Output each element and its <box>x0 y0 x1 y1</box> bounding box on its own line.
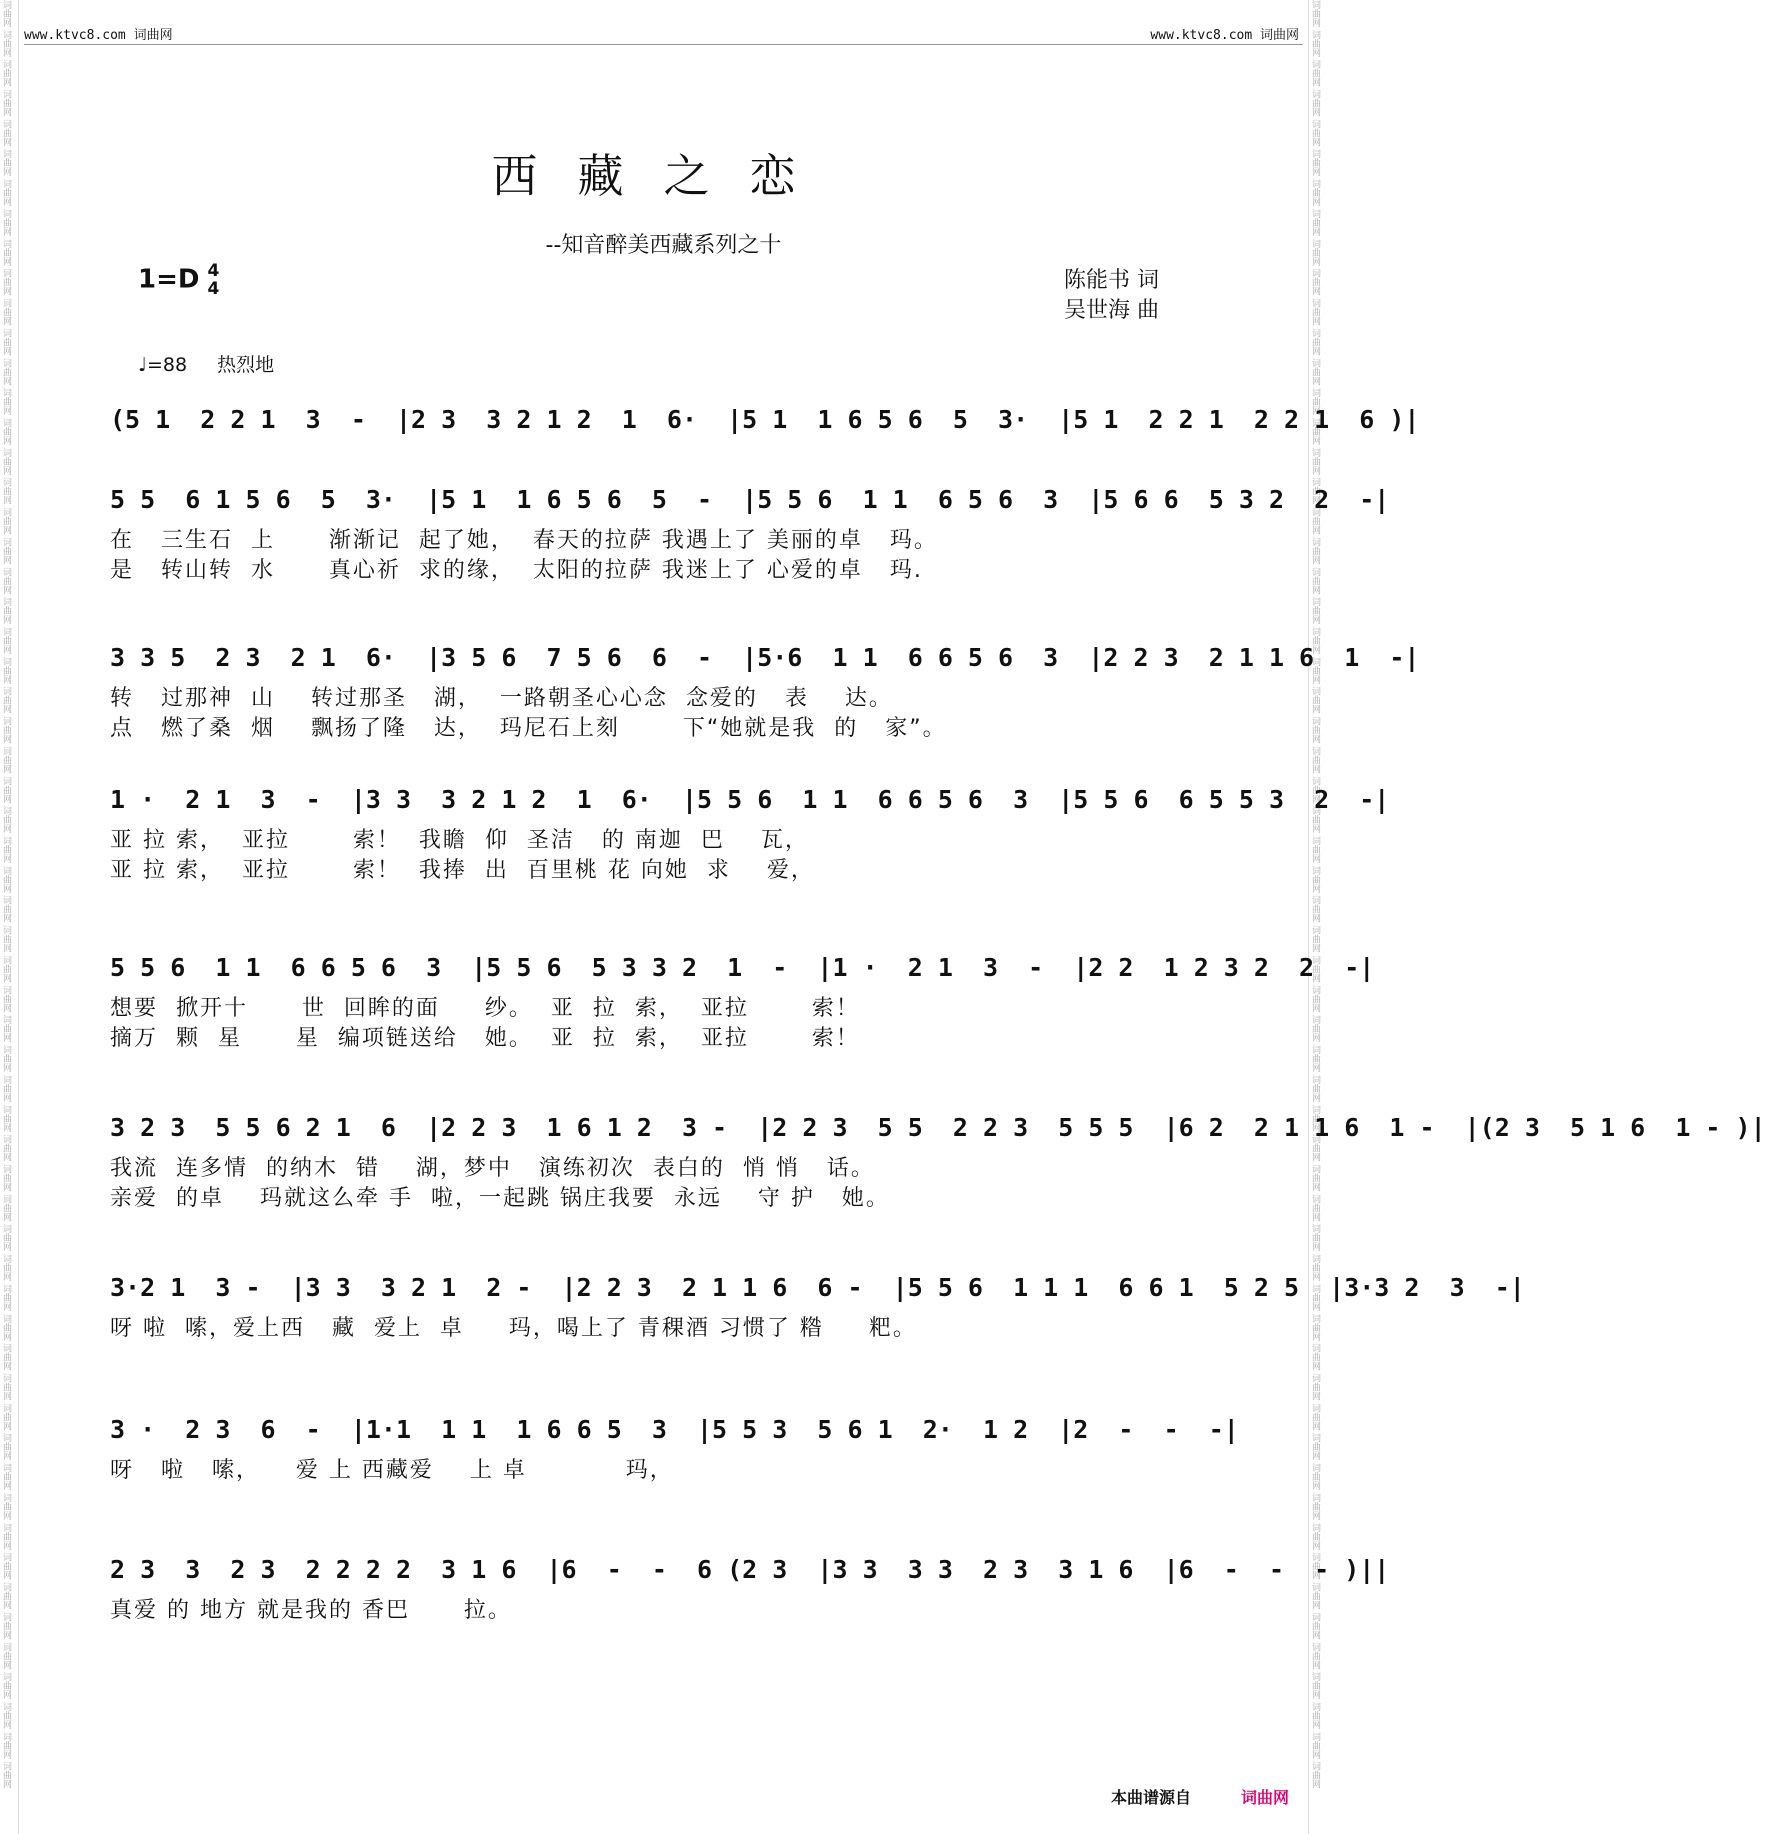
header-site-left: www.ktvc8.com 词曲网 <box>24 28 173 43</box>
lyric-line: 是 转山转 水 真心祈 求的缘， 太阳的拉萨 我迷上了 心爱的卓 玛. <box>110 558 923 583</box>
left-watermark-strip <box>0 0 19 1834</box>
tempo-marking <box>138 350 274 377</box>
expression: 热烈地 <box>217 354 275 376</box>
notation-line: 5 5 6 1 1 6 6 5 6 3 |5 5 6 5 3 3 2 1 - |1 · 2 1 3 - |2 2 1 2 3 2 2 -| <box>110 953 1375 982</box>
watermark-text: 词曲网 词曲网 词曲网 词曲网 词曲网 词曲网 词曲网 词曲网 词曲网 词曲网 词曲网 词曲网 词曲网 词曲网 词曲网 词曲网 词曲网 词曲网 词曲网 词曲网 词曲网 词曲网 词曲网 词曲网 词曲网 词曲网 词曲网 词曲网 词曲网 词曲网 词曲网 词曲网 词曲网 词曲网 词曲网 词曲网 词曲网 词曲网 词曲网 词曲网 词曲网 词曲网 词曲网 词曲网 词曲网 词曲网 词曲网 词曲网 词曲网 词曲网 词曲网 词曲网 词曲网 词曲网 词曲网 词曲网 词曲网 词曲网 词曲网 词曲网 <box>1 0 11 1789</box>
lyric-line: 呀 啦 嗦， 爱 上 西藏爱 上 卓 玛， <box>110 1458 674 1483</box>
key-signature <box>138 262 219 298</box>
time-bottom: 4 <box>207 279 220 299</box>
time-signature <box>207 262 219 298</box>
notation-line: 3 3 5 2 3 2 1 6· |3 5 6 7 5 6 6 - |5·6 1 1 6 6 5 6 3 |2 2 3 2 1 1 6 1 -| <box>110 643 1420 672</box>
footer <box>1111 1785 1289 1808</box>
song-subtitle: --知音醉美西藏系列之十 <box>545 233 782 258</box>
credits <box>1064 266 1159 326</box>
lyric-line: 想要 掀开十 世 回眸的面 纱。 亚 拉 索， 亚拉 索！ <box>110 996 860 1021</box>
lyricist: 陈能书 词 <box>1064 268 1159 293</box>
score-row <box>110 1410 1239 1486</box>
notation-line: 2 3 3 2 3 2 2 2 2 3 1 6 |6 - - 6 (2 3 |3 3 3 3 2 3 3 1 6 |6 - - - )|| <box>110 1555 1390 1584</box>
notation-line: 5 5 6 1 5 6 5 3· |5 1 1 6 5 6 5 - |5 5 6 1 1 6 5 6 3 |5 6 6 5 3 2 2 -| <box>110 485 1390 514</box>
header-site-right: www.ktvc8.com 词曲网 <box>1150 28 1299 43</box>
footer-source: 本曲谱源自 <box>1110 1788 1191 1807</box>
score-row <box>110 1268 1525 1344</box>
composer: 吴世海 曲 <box>1064 298 1159 323</box>
lyric-line: 呀 啦 嗦，爱上西 藏 爱上 卓 玛，喝上了 青稞酒 习惯了 糌 粑。 <box>110 1316 917 1341</box>
score-row <box>110 638 1420 744</box>
score-row <box>110 480 1390 586</box>
score-row <box>110 780 1390 886</box>
lyric-line: 转 过那神 山 转过那圣 湖， 一路朝圣心心念 念爱的 表 达。 <box>110 686 893 711</box>
header-rule <box>24 44 1303 45</box>
lyric-line: 亚 拉 索， 亚拉 索！ 我瞻 仰 圣洁 的 南迦 巴 瓦， <box>110 828 809 853</box>
lyric-line: 亚 拉 索， 亚拉 索！ 我捧 出 百里桃 花 向她 求 爱， <box>110 858 815 883</box>
notation-line: (5 1 2 2 1 3 - |2 3 3 2 1 2 1 6· |5 1 1 6 5 6 5 3· |5 1 2 2 1 2 2 1 6 )| <box>110 405 1420 434</box>
lyric-line: 摘万 颗 星 星 编项链送给 她。 亚 拉 索， 亚拉 索！ <box>110 1026 860 1051</box>
notation-line: 3 · 2 3 6 - |1·1 1 1 1 6 6 5 3 |5 5 3 5 6 1 2· 1 2 |2 - - -| <box>110 1415 1239 1444</box>
notation-line: 1 · 2 1 3 - |3 3 3 2 1 2 1 6· |5 5 6 1 1 6 6 5 6 3 |5 5 6 6 5 5 3 2 -| <box>110 785 1390 814</box>
song-title: 西藏之恋 <box>491 149 836 203</box>
lyric-line: 亲爱 的卓 玛就这么牵 手 啦，一起跳 锅庄我要 永远 守 护 她。 <box>110 1186 890 1211</box>
lyric-line: 点 燃了桑 烟 飘扬了隆 达， 玛尼石上刻 下“她就是我 的 家”。 <box>110 716 947 741</box>
score-row <box>110 1108 1766 1214</box>
score-row <box>110 1550 1390 1626</box>
watermark-text: 词曲网 词曲网 词曲网 词曲网 词曲网 词曲网 词曲网 词曲网 词曲网 词曲网 词曲网 词曲网 词曲网 词曲网 词曲网 词曲网 词曲网 词曲网 词曲网 词曲网 词曲网 词曲网 词曲网 词曲网 词曲网 词曲网 词曲网 词曲网 词曲网 词曲网 词曲网 词曲网 词曲网 词曲网 词曲网 词曲网 词曲网 词曲网 词曲网 词曲网 词曲网 词曲网 词曲网 词曲网 词曲网 词曲网 词曲网 词曲网 词曲网 词曲网 词曲网 词曲网 词曲网 词曲网 词曲网 词曲网 词曲网 词曲网 词曲网 词曲网 <box>1310 0 1320 1789</box>
score-row <box>110 400 1420 440</box>
tempo-value: ♩=88 <box>138 354 188 376</box>
lyric-line: 我流 连多情 的纳木 错 湖，梦中 演练初次 表白的 悄 悄 话。 <box>110 1156 875 1181</box>
key-label: 1=D <box>138 264 200 295</box>
notation-line: 3·2 1 3 - |3 3 3 2 1 2 - |2 2 3 2 1 1 6 6 - |5 5 6 1 1 1 6 6 1 5 2 5 |3·3 2 3 -| <box>110 1273 1525 1302</box>
lyric-line: 在 三生石 上 渐渐记 起了她， 春天的拉萨 我遇上了 美丽的卓 玛。 <box>110 528 938 553</box>
time-top: 4 <box>207 261 220 281</box>
lyric-line: 真爱 的 地方 就是我的 香巴 拉。 <box>110 1598 512 1623</box>
score-row <box>110 948 1375 1054</box>
notation-line: 3 2 3 5 5 6 2 1 6 |2 2 3 1 6 1 2 3 - |2 2 3 5 5 2 2 3 5 5 5 |6 2 2 1 1 6 1 - |(2 3 5 1 6 1 - )| <box>110 1113 1766 1142</box>
footer-brand: 词曲网 <box>1240 1788 1289 1807</box>
